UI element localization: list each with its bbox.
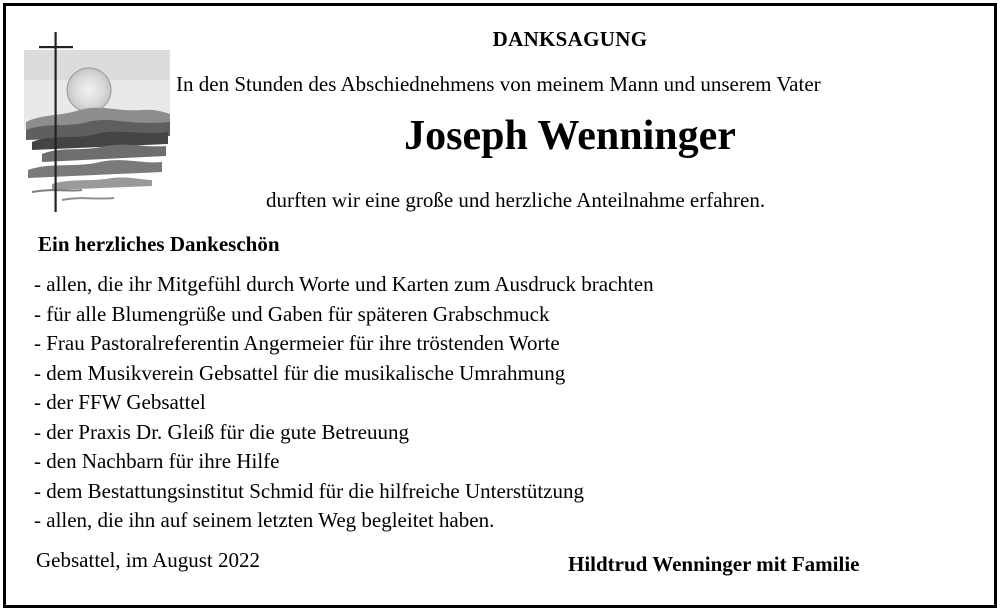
place-date: Gebsattel, im August 2022 bbox=[36, 548, 260, 572]
list-item: - allen, die ihn auf seinem letzten Weg begleitet haben. bbox=[34, 508, 495, 532]
list-item: - der FFW Gebsattel bbox=[34, 390, 206, 414]
list-item: - Frau Pastoralreferentin Angermeier für ihre tröstenden Worte bbox=[34, 331, 560, 355]
list-item: - den Nachbarn für ihre Hilfe bbox=[34, 449, 280, 473]
list-item: - der Praxis Dr. Gleiß für die gute Betreuung bbox=[34, 419, 409, 444]
list-item: - allen, die ihr Mitgefühl durch Worte und Karten zum Ausdruck brachten bbox=[34, 272, 654, 296]
thanks-subheading: Ein herzliches Dankeschön bbox=[38, 232, 280, 256]
list-item: - dem Musikverein Gebsattel für die musikalische Umrahmung bbox=[34, 360, 566, 385]
list-item: - für alle Blumengrüße und Gaben für späteren Grabschmuck bbox=[34, 301, 550, 326]
thanks-list bbox=[34, 270, 654, 536]
list-item: - dem Bestattungsinstitut Schmid für die hilfreiche Unterstützung bbox=[34, 478, 584, 503]
notice-heading: DANKSAGUNG bbox=[492, 27, 648, 51]
after-name-text: durften wir eine große und herzliche Anteilnahme erfahren. bbox=[266, 188, 766, 212]
signature: Hildtrud Wenninger mit Familie bbox=[568, 552, 860, 576]
deceased-name: Joseph Wenninger bbox=[404, 113, 736, 159]
intro-text: In den Stunden des Abschiednehmens von meinem Mann und unserem Vater bbox=[176, 72, 821, 96]
